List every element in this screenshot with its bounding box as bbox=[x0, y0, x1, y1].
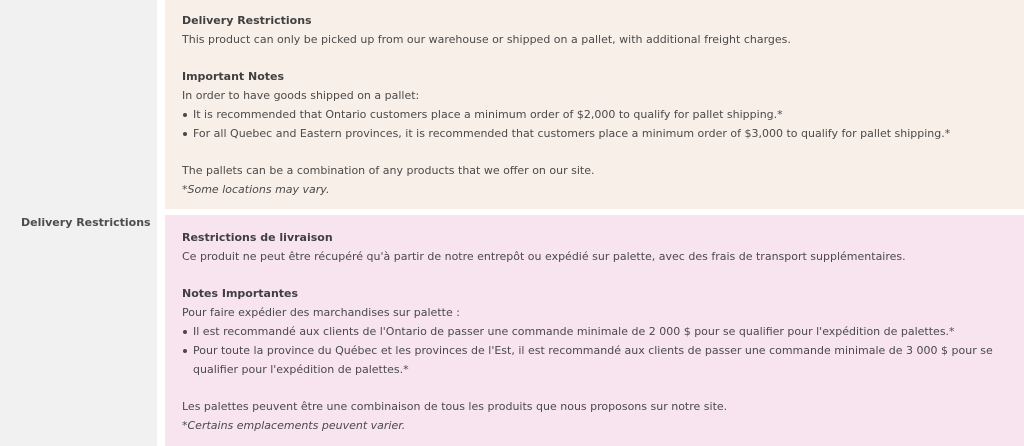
attribute-value-cell bbox=[165, 0, 1024, 446]
french-delivery-text: Ce produit ne peut être récupéré qu'à partir de notre entrepôt ou expédié sur palette, avec des frais de transport supplémentaires. bbox=[182, 250, 906, 263]
attribute-label-cell bbox=[0, 0, 157, 446]
french-panel bbox=[165, 215, 1024, 446]
english-closing-text: The pallets can be a combination of any products that we offer on our site. bbox=[182, 164, 595, 177]
column-gap bbox=[157, 0, 165, 446]
english-heading-notes: Important Notes bbox=[182, 70, 285, 83]
list-item: Pour toute la province du Québec et les provinces de l'Est, il est recommandé aux clients de passer une commande minimale de 3 000 $ pour se qualifier pour l'expédition de palettes.* bbox=[182, 341, 1016, 379]
french-closing-text: Les palettes peuvent être une combinaison de tous les produits que nous proposons sur notre site. bbox=[182, 400, 728, 413]
french-notes-intro: Pour faire expédier des marchandises sur palette : bbox=[182, 306, 460, 319]
english-footnote: *Some locations may vary. bbox=[182, 183, 330, 196]
english-heading-delivery: Delivery Restrictions bbox=[182, 14, 312, 27]
french-notes-list bbox=[182, 322, 1016, 379]
french-heading-delivery: Restrictions de livraison bbox=[182, 231, 333, 244]
english-notes-list bbox=[182, 105, 1016, 143]
list-item: It is recommended that Ontario customers place a minimum order of $2,000 to qualify for pallet shipping.* bbox=[182, 105, 1016, 124]
french-heading-notes: Notes Importantes bbox=[182, 287, 299, 300]
attribute-label: Delivery Restrictions bbox=[21, 215, 151, 229]
english-panel bbox=[165, 0, 1024, 209]
list-item: For all Quebec and Eastern provinces, it is recommended that customers place a minimum order of $3,000 to qualify for pallet shipping.* bbox=[182, 124, 1016, 143]
english-delivery-text: This product can only be picked up from our warehouse or shipped on a pallet, with additional freight charges. bbox=[182, 33, 791, 46]
english-notes-intro: In order to have goods shipped on a pallet: bbox=[182, 89, 420, 102]
list-item: Il est recommandé aux clients de l'Ontario de passer une commande minimale de 2 000 $ pour se qualifier pour l'expédition de palettes.* bbox=[182, 322, 1016, 341]
french-footnote: *Certains emplacements peuvent varier. bbox=[182, 419, 406, 432]
